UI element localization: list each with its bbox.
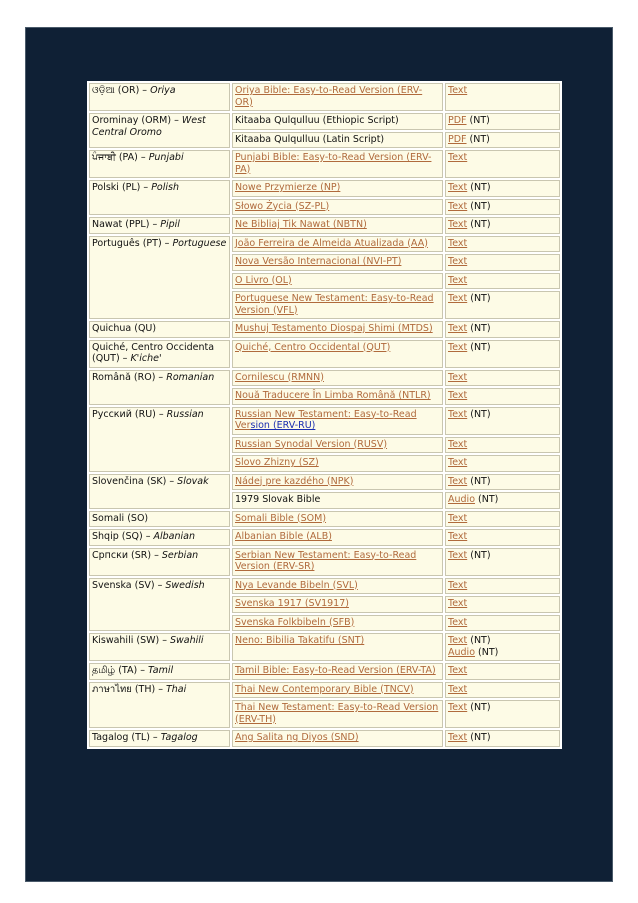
- language-english-name: Punjabi: [148, 152, 184, 163]
- version-link[interactable]: Nádej pre kazdého (NPK): [235, 475, 354, 487]
- format-line: [448, 409, 557, 421]
- table-row: [89, 236, 560, 253]
- format-line: [448, 182, 557, 194]
- language-english-name: Polish: [151, 182, 179, 193]
- format-link[interactable]: Text: [448, 683, 468, 695]
- language-cell: [89, 217, 230, 234]
- language-cell: [89, 474, 230, 509]
- version-cell: [232, 83, 443, 111]
- format-link[interactable]: Text: [448, 549, 468, 561]
- format-link[interactable]: Text: [448, 702, 468, 713]
- format-note: (NT): [467, 293, 491, 304]
- language-english-name: Tamil: [147, 665, 174, 676]
- format-note: (NT): [467, 341, 491, 353]
- table-row: [89, 578, 560, 595]
- format-cell: [445, 199, 560, 216]
- version-link[interactable]: Slovo Zhizny (SZ): [235, 457, 319, 468]
- format-cell: [445, 340, 560, 368]
- table-row: [89, 633, 560, 661]
- version-cell: [232, 180, 443, 197]
- format-line: [448, 238, 557, 250]
- format-line: [448, 513, 557, 525]
- format-cell: [445, 236, 560, 253]
- language-english-name: Serbian: [161, 549, 199, 561]
- language-name: Somali (SO): [92, 512, 149, 524]
- language-cell: [89, 529, 230, 546]
- version-link[interactable]: Neno: Bibilia Takatifu (SNT): [235, 635, 365, 646]
- version-link[interactable]: Albanian Bible (ALB): [235, 531, 332, 542]
- format-line: [448, 256, 557, 268]
- format-link[interactable]: Text: [448, 341, 468, 353]
- language-name: Slovenčina (SK) –: [92, 475, 178, 487]
- format-cell: [445, 150, 560, 178]
- language-cell: [89, 407, 230, 472]
- language-cell: [89, 370, 230, 405]
- table-row: [89, 217, 560, 234]
- language-name: Tagalog (TL) –: [92, 732, 161, 743]
- version-cell: [232, 407, 443, 435]
- format-line: [448, 732, 557, 744]
- version-link[interactable]: Russian New Testament: Easy-to-Read Ver: [235, 408, 417, 431]
- format-note: (NT): [467, 475, 491, 487]
- version-cell: [232, 455, 443, 472]
- format-note: (NT): [467, 702, 491, 713]
- format-line: [448, 323, 557, 335]
- table-row: [89, 113, 560, 130]
- version-link[interactable]: Svenska Folkbibeln (SFB): [235, 616, 355, 628]
- language-cell: [89, 340, 230, 368]
- format-line: [448, 550, 557, 562]
- format-cell: [445, 663, 560, 680]
- version-cell: [232, 217, 443, 234]
- version-link[interactable]: Oriya Bible: Easy-to-Read Version (ERV-OR): [235, 85, 423, 108]
- format-note: (NT): [467, 635, 491, 646]
- table-row: [89, 682, 560, 699]
- format-link[interactable]: Text: [448, 274, 468, 286]
- version-link[interactable]: Somali Bible (SOM): [235, 512, 327, 524]
- language-name: Shqip (SQ) –: [92, 531, 154, 542]
- version-link[interactable]: sion (ERV-RU): [250, 420, 316, 431]
- format-cell: [445, 615, 560, 632]
- version-cell: [232, 150, 443, 178]
- format-line: [448, 635, 557, 647]
- version-cell: [232, 132, 443, 149]
- format-link[interactable]: PDF: [448, 115, 467, 126]
- format-cell: [445, 596, 560, 613]
- version-cell: [232, 236, 443, 253]
- format-line: [448, 115, 557, 127]
- format-link[interactable]: Text: [448, 732, 468, 743]
- table-row: [89, 407, 560, 435]
- format-line: [448, 684, 557, 696]
- format-line: [448, 598, 557, 610]
- format-line: [448, 134, 557, 146]
- format-line: [448, 390, 557, 402]
- version-link[interactable]: Słowo Życia (SZ-PL): [235, 200, 330, 212]
- format-cell: [445, 492, 560, 509]
- version-link[interactable]: Quiché, Centro Occidental (QUT): [235, 341, 391, 353]
- format-cell: [445, 437, 560, 454]
- language-english-name: Russian: [166, 408, 204, 420]
- format-line: [448, 617, 557, 629]
- format-link[interactable]: Text: [448, 579, 468, 591]
- language-name: Quiché, Centro Occidenta (QUT) –: [92, 341, 215, 364]
- version-cell: [232, 511, 443, 528]
- language-name: ਪੰਜਾਬੀ (PA) –: [92, 152, 149, 163]
- version-cell: [232, 730, 443, 747]
- format-line: [448, 665, 557, 677]
- language-cell: [89, 633, 230, 661]
- language-english-name: Swahili: [170, 635, 204, 646]
- version-cell: [232, 633, 443, 661]
- version-cell: [232, 474, 443, 491]
- format-cell: [445, 407, 560, 435]
- language-english-name: Albanian: [153, 531, 195, 542]
- format-link[interactable]: Audio: [448, 494, 476, 505]
- language-cell: [89, 578, 230, 632]
- format-link[interactable]: Text: [448, 85, 468, 96]
- format-cell: [445, 511, 560, 528]
- language-cell: [89, 663, 230, 680]
- format-link[interactable]: Text: [448, 371, 468, 383]
- version-cell: [232, 437, 443, 454]
- format-cell: [445, 388, 560, 405]
- language-english-name: Oriya: [150, 85, 176, 96]
- version-cell: [232, 254, 443, 271]
- table-row: [89, 511, 560, 528]
- version-link[interactable]: Tamil Bible: Easy-to-Read Version (ERV-TA): [235, 665, 436, 676]
- format-link[interactable]: Text: [448, 531, 468, 542]
- language-english-name: Thai: [165, 683, 187, 695]
- language-cell: [89, 150, 230, 178]
- format-link[interactable]: Audio: [448, 646, 476, 658]
- language-cell: [89, 321, 230, 338]
- format-cell: [445, 132, 560, 149]
- language-name: ภาษาไทย (TH) –: [92, 683, 166, 695]
- format-link[interactable]: Text: [448, 408, 468, 420]
- version-cell: [232, 291, 443, 319]
- version-link[interactable]: Nouă Traducere În Limba Română (NTLR): [235, 390, 431, 401]
- version-link[interactable]: Cornilescu (RMNN): [235, 371, 324, 383]
- table-row: [89, 180, 560, 197]
- language-cell: [89, 236, 230, 320]
- format-link[interactable]: PDF: [448, 133, 467, 145]
- version-link[interactable]: Nova Versão Internacional (NVI-PT): [235, 256, 402, 267]
- table-row: [89, 474, 560, 491]
- language-name: Nawat (PPL) –: [92, 219, 161, 230]
- version-link[interactable]: O Livro (OL): [235, 274, 292, 286]
- language-name: Kiswahili (SW) –: [92, 635, 170, 646]
- language-name: Svenska (SV) –: [92, 579, 166, 591]
- format-cell: [445, 291, 560, 319]
- table-row: [89, 83, 560, 111]
- table-row: [89, 548, 560, 576]
- format-note: (NT): [467, 732, 491, 743]
- format-line: [448, 647, 557, 659]
- table-row: [89, 529, 560, 546]
- format-line: [448, 494, 557, 506]
- version-link[interactable]: Russian Synodal Version (RUSV): [235, 438, 388, 450]
- format-note: (NT): [467, 182, 491, 193]
- version-link[interactable]: Portuguese New Testament: Easy-to-Read Version (VFL): [235, 293, 434, 316]
- format-line: [448, 85, 557, 97]
- language-name: Polski (PL) –: [92, 182, 152, 193]
- version-cell: [232, 663, 443, 680]
- version-cell: [232, 321, 443, 338]
- version-cell: [232, 340, 443, 368]
- format-cell: [445, 273, 560, 290]
- format-cell: [445, 321, 560, 338]
- language-cell: [89, 113, 230, 148]
- version-link[interactable]: Nowe Przymierze (NP): [235, 182, 341, 193]
- format-line: [448, 152, 557, 164]
- version-link[interactable]: Punjabi Bible: Easy-to-Read Version (ERV-PA): [235, 152, 432, 175]
- format-line: [448, 580, 557, 592]
- language-english-name: Tagalog: [160, 732, 198, 743]
- table-row: [89, 663, 560, 680]
- format-cell: [445, 578, 560, 595]
- language-english-name: K'iche': [130, 353, 162, 364]
- table-row: [89, 370, 560, 387]
- format-line: [448, 372, 557, 384]
- version-name: 1979 Slovak Bible: [235, 494, 321, 505]
- version-cell: [232, 199, 443, 216]
- format-note: (NT): [466, 133, 490, 145]
- version-link[interactable]: Ne Bibliaj Tik Nawat (NBTN): [235, 219, 367, 230]
- language-name: Српски (SR) –: [92, 549, 162, 561]
- format-note: (NT): [475, 646, 499, 658]
- format-link[interactable]: Text: [448, 200, 468, 212]
- language-name: ଓଡ଼ିଆ (OR) –: [92, 85, 151, 96]
- version-cell: [232, 548, 443, 576]
- version-link[interactable]: Thai New Contemporary Bible (TNCV): [235, 683, 414, 695]
- language-name: தமிழ் (TA) –: [92, 665, 148, 676]
- format-cell: [445, 730, 560, 747]
- language-english-name: Swedish: [165, 579, 205, 591]
- format-cell: [445, 180, 560, 197]
- language-name: Русский (RU) –: [92, 408, 167, 420]
- bible-versions-table: [87, 81, 562, 749]
- version-link[interactable]: Svenska 1917 (SV1917): [235, 598, 349, 609]
- format-line: [448, 201, 557, 213]
- table-body: [89, 83, 560, 747]
- format-link[interactable]: Text: [448, 390, 468, 401]
- version-cell: [232, 700, 443, 728]
- version-cell: [232, 370, 443, 387]
- format-note: (NT): [466, 115, 490, 126]
- format-link[interactable]: Text: [448, 616, 468, 628]
- format-link[interactable]: Text: [448, 182, 468, 193]
- format-note: (NT): [467, 200, 491, 212]
- format-cell: [445, 700, 560, 728]
- format-link[interactable]: Text: [448, 293, 468, 304]
- format-note: (NT): [467, 408, 491, 420]
- language-cell: [89, 730, 230, 747]
- version-cell: [232, 682, 443, 699]
- language-name: Română (RO) –: [92, 371, 167, 383]
- language-english-name: Portuguese: [172, 237, 227, 249]
- format-link[interactable]: Text: [448, 635, 468, 646]
- format-link[interactable]: Text: [448, 457, 468, 468]
- version-link[interactable]: Nya Levande Bibeln (SVL): [235, 579, 358, 591]
- format-link[interactable]: Text: [448, 237, 468, 249]
- format-cell: [445, 529, 560, 546]
- format-link[interactable]: Text: [448, 598, 468, 609]
- language-name: Português (PT) –: [92, 237, 173, 249]
- format-cell: [445, 217, 560, 234]
- format-link[interactable]: Text: [448, 512, 468, 524]
- format-cell: [445, 113, 560, 130]
- format-note: (NT): [475, 494, 499, 505]
- format-link[interactable]: Text: [448, 438, 468, 450]
- language-cell: [89, 548, 230, 576]
- language-english-name: Slovak: [177, 475, 209, 487]
- format-line: [448, 342, 557, 354]
- language-cell: [89, 83, 230, 111]
- format-line: [448, 275, 557, 287]
- version-name: Kitaaba Qulqulluu (Latin Script): [235, 133, 385, 145]
- language-cell: [89, 180, 230, 215]
- version-cell: [232, 492, 443, 509]
- format-cell: [445, 633, 560, 661]
- language-name: Quichua (QU): [92, 323, 157, 334]
- version-cell: [232, 596, 443, 613]
- language-cell: [89, 682, 230, 729]
- format-link[interactable]: Text: [448, 323, 468, 334]
- format-note: (NT): [467, 549, 491, 561]
- version-cell: [232, 529, 443, 546]
- format-link[interactable]: Text: [448, 219, 468, 230]
- format-line: [448, 476, 557, 488]
- format-cell: [445, 548, 560, 576]
- language-english-name: West Central Oromo: [92, 115, 206, 138]
- format-line: [448, 439, 557, 451]
- language-name: Orominay (ORM) –: [92, 115, 182, 126]
- version-cell: [232, 273, 443, 290]
- format-line: [448, 293, 557, 305]
- language-cell: [89, 511, 230, 528]
- version-link[interactable]: Thai New Testament: Easy-to-Read Version (ERV-TH): [235, 702, 439, 725]
- language-english-name: Pipil: [160, 219, 180, 230]
- version-cell: [232, 578, 443, 595]
- version-link[interactable]: Mushuj Testamento Diospaj Shimi (MTDS): [235, 323, 433, 334]
- format-cell: [445, 474, 560, 491]
- format-line: [448, 457, 557, 469]
- format-link[interactable]: Text: [448, 256, 468, 267]
- language-english-name: Romanian: [166, 371, 215, 383]
- table-row: [89, 321, 560, 338]
- version-cell: [232, 615, 443, 632]
- format-line: [448, 702, 557, 714]
- format-cell: [445, 455, 560, 472]
- table-row: [89, 150, 560, 178]
- format-cell: [445, 682, 560, 699]
- version-cell: [232, 388, 443, 405]
- table-row: [89, 730, 560, 747]
- table-row: [89, 340, 560, 368]
- version-cell: [232, 113, 443, 130]
- format-note: (NT): [467, 323, 491, 334]
- format-note: (NT): [467, 219, 491, 230]
- format-link[interactable]: Text: [448, 665, 468, 676]
- version-link[interactable]: Ang Salita ng Diyos (SND): [235, 732, 359, 743]
- version-name: Kitaaba Qulqulluu (Ethiopic Script): [235, 115, 399, 126]
- format-line: [448, 531, 557, 543]
- version-link[interactable]: Serbian New Testament: Easy-to-Read Version (ERV-SR): [235, 549, 417, 572]
- format-cell: [445, 254, 560, 271]
- format-link[interactable]: Text: [448, 152, 468, 163]
- format-link[interactable]: Text: [448, 475, 468, 487]
- format-cell: [445, 83, 560, 111]
- format-line: [448, 219, 557, 231]
- format-cell: [445, 370, 560, 387]
- version-link[interactable]: João Ferreira de Almeida Atualizada (AA): [235, 237, 428, 249]
